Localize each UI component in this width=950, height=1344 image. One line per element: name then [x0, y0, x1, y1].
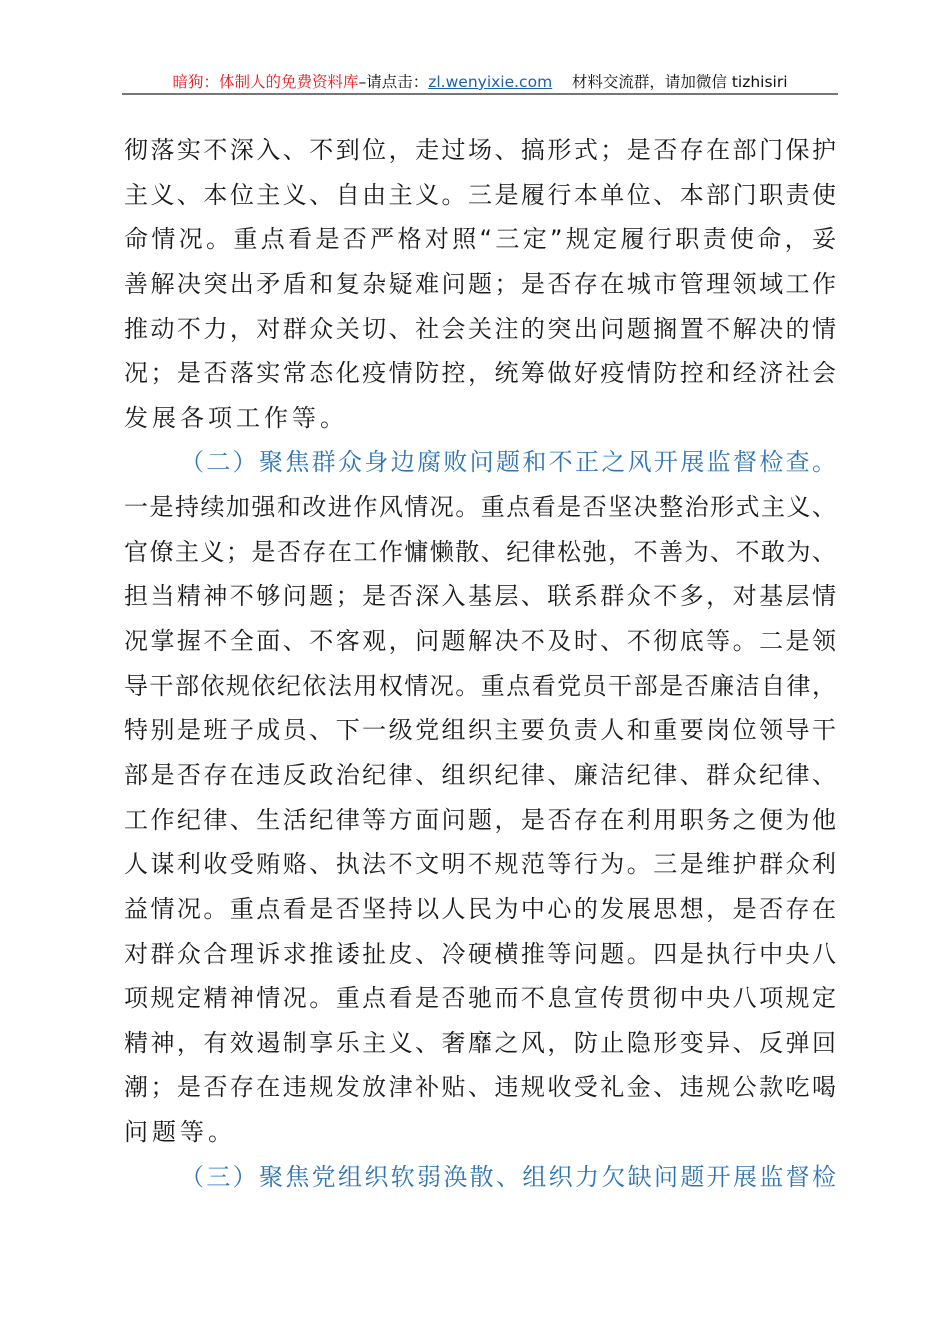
text-line: 特别是班子成员、下一级党组织主要负责人和重要岗位领导干: [124, 716, 836, 745]
section-heading: （二）聚焦群众身边腐败问题和不正之风开展监督检查。: [180, 448, 836, 477]
text-line: 导干部依规依纪依法用权情况。重点看党员干部是否廉洁自律，: [124, 671, 836, 700]
text-line: 益情况。重点看是否坚持以人民为中心的发展思想，是否存在: [124, 894, 836, 923]
header-divider: [122, 93, 838, 95]
contact-text: 材料交流群，请加微信 tizhisiri: [571, 73, 788, 91]
text-line: 精神，有效遏制享乐主义、奢靡之风，防止隐形变异、反弹回: [124, 1028, 836, 1057]
text-line: 官僚主义；是否存在工作慵懒散、纪律松弛，不善为、不敢为、: [124, 537, 836, 566]
click-prompt: –请点击：: [358, 73, 429, 91]
text-line: 部是否存在违反政治纪律、组织纪律、廉洁纪律、群众纪律、: [124, 760, 836, 789]
text-line: 况；是否落实常态化疫情防控，统筹做好疫情防控和经济社会: [124, 359, 836, 388]
site-link[interactable]: zl.wenyixie.com: [428, 73, 553, 91]
site-name: 暗狗：体制人的免费资料库: [172, 73, 359, 91]
text-line: 对群众合理诉求推诿扯皮、冷硬横推等问题。四是执行中央八: [124, 939, 836, 968]
page-header: [124, 70, 836, 92]
text-line: 况掌握不全面、不客观，问题解决不及时、不彻底等。二是领: [124, 627, 836, 656]
contact-info: [552, 73, 787, 91]
text-line: 人谋利收受贿赂、执法不文明不规范等行为。三是维护群众利: [124, 850, 836, 879]
text-line: 项规定精神情况。重点看是否驰而不息宣传贯彻中央八项规定: [124, 984, 836, 1013]
text-line: 工作纪律、生活纪律等方面问题，是否存在利用职务之便为他: [124, 805, 836, 834]
text-line: 潮；是否存在违规发放津补贴、违规收受礼金、违规公款吃喝: [124, 1073, 836, 1102]
text-line: 问题等。: [124, 1118, 236, 1147]
text-line: 善解决突出矛盾和复杂疑难问题；是否存在城市管理领域工作: [124, 269, 836, 298]
section-heading: （三）聚焦党组织软弱涣散、组织力欠缺问题开展监督检: [180, 1162, 836, 1191]
text-line: 担当精神不够问题；是否深入基层、联系群众不多，对基层情: [124, 582, 836, 611]
document-body: [124, 128, 836, 1199]
text-line: 彻落实不深入、不到位，走过场、搞形式；是否存在部门保护: [124, 136, 836, 164]
text-line: 主义、本位主义、自由主义。三是履行本单位、本部门职责使: [124, 180, 836, 209]
text-line: 一是持续加强和改进作风情况。重点看是否坚决整治形式主义、: [124, 493, 836, 522]
text-line: 推动不力，对群众关切、社会关注的突出问题搁置不解决的情: [124, 314, 836, 343]
text-line: 命情况。重点看是否严格对照“三定”规定履行职责使命，妥: [124, 225, 836, 254]
text-line: 发展各项工作等。: [124, 403, 348, 432]
